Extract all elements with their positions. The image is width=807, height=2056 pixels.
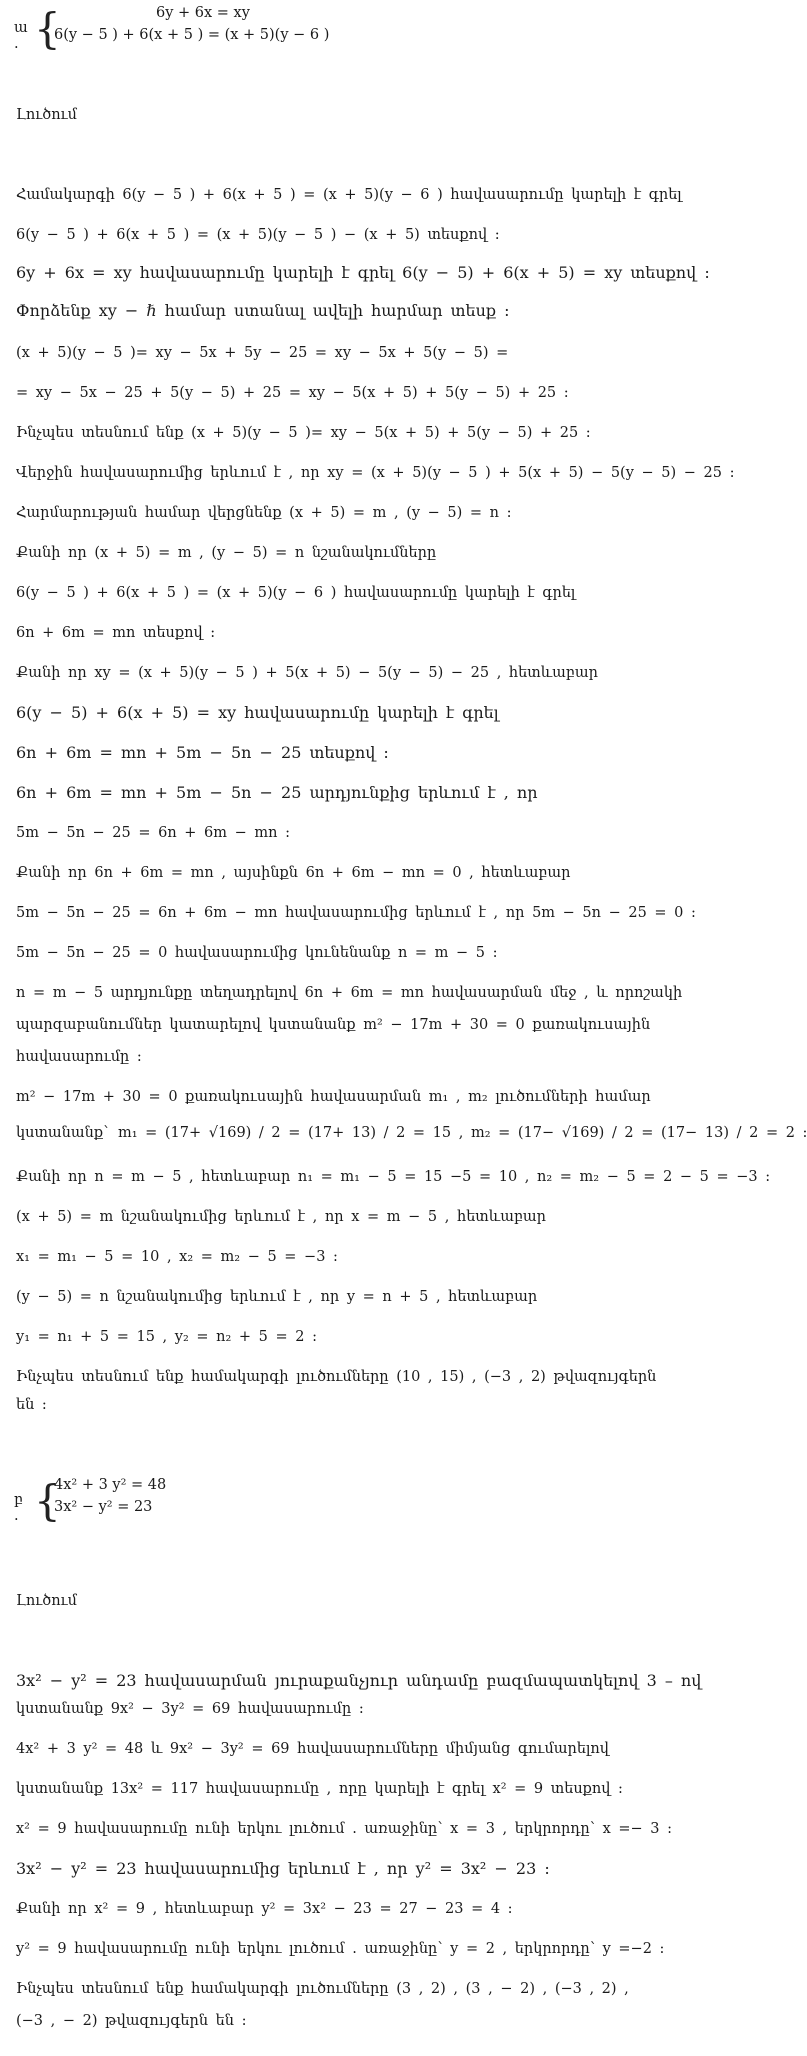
system-b-equation-2: 3x² − y² = 23	[54, 1499, 153, 1515]
solution-a-line: 5m − 5n − 25 = 6n + 6m − mn հավասարումից երևում է , որ 5m − 5n − 25 = 0 :	[16, 905, 696, 921]
solution-a-line: են :	[16, 1397, 47, 1413]
solution-a-line: y₁ = n₁ + 5 = 15 , y₂ = n₂ + 5 = 2 :	[16, 1329, 317, 1345]
solution-a-line: Ինչպես տեսնում ենք համակարգի լուծումները (10 , 15) , (−3 , 2) թվազույգերն	[16, 1369, 657, 1385]
solution-a-line: 6(y − 5) + 6(x + 5) = xy հավասարումը կարելի է գրել	[16, 703, 499, 722]
solution-a-line: Քանի որ xy = (x + 5)(y − 5 ) + 5(x + 5) − 5(y − 5) − 25 , հետևաբար	[16, 665, 598, 681]
solution-b-line: կստանանք 9x² − 3y² = 69 հավասարումը :	[16, 1701, 364, 1717]
solution-heading-a: Լուծում	[16, 107, 77, 123]
solution-a-line: Քանի որ 6n + 6m = mn , այսինքն 6n + 6m − mn = 0 , հետևաբար	[16, 865, 571, 881]
system-a-equation-1: 6y + 6x = xy	[156, 5, 250, 21]
solution-b-line: 3x² − y² = 23 հավասարման յուրաքանչյուր անդամը բազմապատկելով 3 – ով	[16, 1671, 702, 1690]
solution-a-line: Ինչպես տեսնում ենք (x + 5)(y − 5 )= xy − 5(x + 5) + 5(y − 5) + 25 :	[16, 425, 591, 441]
solution-a-line: 6(y − 5 ) + 6(x + 5 ) = (x + 5)(y − 6 ) հավասարումը կարելի է գրել	[16, 585, 576, 601]
brace-icon: {	[34, 1476, 61, 1525]
solution-a-line: Համակարգի 6(y − 5 ) + 6(x + 5 ) = (x + 5)(y − 6 ) հավասարումը կարելի է գրել	[16, 187, 682, 203]
solution-a-line: Քանի որ (x + 5) = m , (y − 5) = n նշանակումները	[16, 545, 437, 561]
system-a-label: ա .	[14, 20, 28, 52]
solution-a-line: Վերջին հավասարումից երևում է , որ xy = (x + 5)(y − 5 ) + 5(x + 5) − 5(y − 5) − 25 :	[16, 465, 735, 481]
solution-a-line: 5m − 5n − 25 = 0 հավասարումից կունենանք n = m − 5 :	[16, 945, 498, 961]
solution-a-line: 6n + 6m = mn + 5m − 5n − 25 արդյունքից երևում է , որ	[16, 783, 538, 802]
brace-icon: {	[34, 4, 61, 53]
solution-a-line: Քանի որ n = m − 5 , հետևաբար n₁ = m₁ − 5 = 15 −5 = 10 , n₂ = m₂ − 5 = 2 − 5 = −3 :	[16, 1169, 771, 1185]
solution-a-line: Փորձենք xy − ℏ համար ստանալ ավելի հարմար տեսք :	[16, 301, 510, 320]
solution-b-line: x² = 9 հավասարումը ունի երկու լուծում . առաջինը՝ x = 3 , երկրորդը՝ x =− 3 :	[16, 1821, 672, 1837]
solution-a-line: 6y + 6x = xy հավասարումը կարելի է գրել 6(y − 5) + 6(x + 5) = xy տեսքով :	[16, 263, 710, 282]
solution-a-line: 6(y − 5 ) + 6(x + 5 ) = (x + 5)(y − 5 ) − (x + 5) տեսքով :	[16, 227, 500, 243]
solution-a-line: n = m − 5 արդյունքը տեղադրելով 6n + 6m = mn հավասարման մեջ , և որոշակի	[16, 985, 683, 1001]
solution-a-line: (y − 5) = n նշանակումից երևում է , որ y = n + 5 , հետևաբար	[16, 1289, 538, 1305]
solution-b-line: Քանի որ x² = 9 , հետևաբար y² = 3x² − 23 = 27 − 23 = 4 :	[16, 1901, 513, 1917]
solution-a-line: = xy − 5x − 25 + 5(y − 5) + 25 = xy − 5(x + 5) + 5(y − 5) + 25 :	[16, 385, 569, 401]
solution-b-line: կստանանք 13x² = 117 հավասարումը , որը կարելի է գրել x² = 9 տեսքով :	[16, 1781, 623, 1797]
solution-b-line: 4x² + 3 y² = 48 և 9x² − 3y² = 69 հավասարումները միմյանց գումարելով	[16, 1741, 609, 1757]
solution-a-line: Հարմարության համար վերցնենք (x + 5) = m , (y − 5) = n :	[16, 505, 512, 521]
solution-b-line: (−3 , − 2) թվազույգերն են :	[16, 2013, 247, 2029]
solution-a-line: կստանանք` m₁ = (17+ √169) / 2 = (17+ 13) / 2 = 15 , m₂ = (17− √169) / 2 = (17− 13) / 2 = 2 :	[16, 1125, 807, 1141]
solution-a-line: պարզաբանումներ կատարելով կստանանք m² − 17m + 30 = 0 քառակուսային	[16, 1017, 651, 1033]
solution-a-line: (x + 5)(y − 5 )= xy − 5x + 5y − 25 = xy − 5x + 5(y − 5) =	[16, 345, 509, 361]
solution-a-line: 6n + 6m = mn + 5m − 5n − 25 տեսքով :	[16, 743, 389, 762]
solution-heading-b: Լուծում	[16, 1593, 77, 1609]
system-a-equation-2: 6(y − 5 ) + 6(x + 5 ) = (x + 5)(y − 6 )	[54, 27, 330, 43]
system-b-label: բ .	[14, 1492, 23, 1524]
solution-a-line: 6n + 6m = mn տեսքով :	[16, 625, 216, 641]
solution-b-line: 3x² − y² = 23 հավասարումից երևում է , որ y² = 3x² − 23 :	[16, 1859, 550, 1878]
solution-a-line: x₁ = m₁ − 5 = 10 , x₂ = m₂ − 5 = −3 :	[16, 1249, 338, 1265]
solution-a-line: հավասարումը :	[16, 1049, 142, 1065]
system-b-equation-1: 4x² + 3 y² = 48	[54, 1477, 167, 1493]
solution-a-line: m² − 17m + 30 = 0 քառակուսային հավասարման m₁ , m₂ լուծումների համար	[16, 1089, 651, 1105]
solution-a-line: (x + 5) = m նշանակումից երևում է , որ x = m − 5 , հետևաբար	[16, 1209, 547, 1225]
solution-a-line: 5m − 5n − 25 = 6n + 6m − mn :	[16, 825, 290, 841]
solution-b-line: Ինչպես տեսնում ենք համակարգի լուծումները (3 , 2) , (3 , − 2) , (−3 , 2) ,	[16, 1981, 629, 1997]
solution-b-line: y² = 9 հավասարումը ունի երկու լուծում . առաջինը՝ y = 2 , երկրորդը՝ y =−2 :	[16, 1941, 665, 1957]
